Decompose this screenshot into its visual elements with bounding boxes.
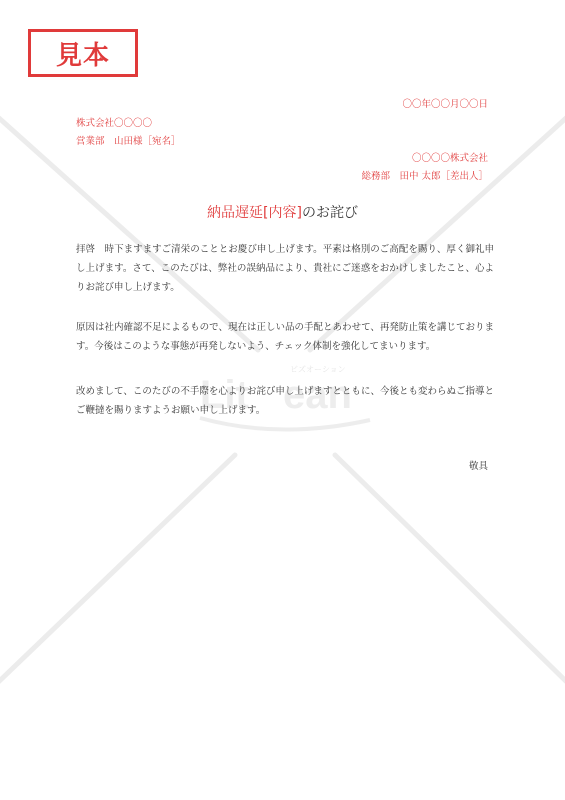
watermark-brand: Lit — [200, 373, 249, 417]
title-suffix: のお詫び — [301, 205, 358, 221]
recipient-company: 株式会社〇〇〇〇 — [76, 118, 153, 129]
letter-date: 〇〇年〇〇月〇〇日 — [402, 99, 488, 110]
recipient-line — [76, 137, 181, 147]
paragraph-greeting: 拝啓 時下ますますご清栄のこととお慶び申し上げます。平素は格別のご高配を賜り、厚く御礼申し上げます。さて、このたびは、弊社の誤納品により、貴社にご迷惑をおかけしましたこと、心よりお詫び申し上げます。 — [76, 244, 494, 293]
recipient-dept: 営業部 — [76, 136, 115, 147]
paragraph-cause: 原因は社内確認不足によるもので、現在は正しい品の手配とあわせて、再発防止策を講じております。今後はこのような事態が再発しないよう、チェック体制を強化してまいります。 — [76, 322, 494, 352]
sender-dept: 総務部 — [361, 171, 400, 182]
sender-note: ［差出人］ — [440, 171, 488, 182]
watermark-brand-tail: ean — [283, 373, 352, 417]
paragraph-closing: 改めまして、このたびの不手際を心よりお詫び申し上げますとともに、今後とも変わらぬご指導とご鞭撻を賜りますようお願い申し上げます。 — [76, 386, 494, 416]
sample-stamp-label: 見本 — [55, 40, 110, 71]
sample-stamp — [28, 29, 138, 77]
recipient-name: 山田様 — [114, 136, 143, 147]
closing-word: 敬具 — [468, 461, 488, 472]
letter-title — [0, 206, 565, 220]
sender-company: 〇〇〇〇株式会社 — [411, 153, 488, 164]
recipient-note: ［宛名］ — [142, 136, 181, 147]
watermark-small-text: ビズオーション — [290, 365, 346, 374]
title-subject: 納品遅延[内容] — [207, 205, 302, 221]
sender-line — [361, 172, 488, 182]
sender-name: 田中 太郎 — [399, 171, 441, 182]
